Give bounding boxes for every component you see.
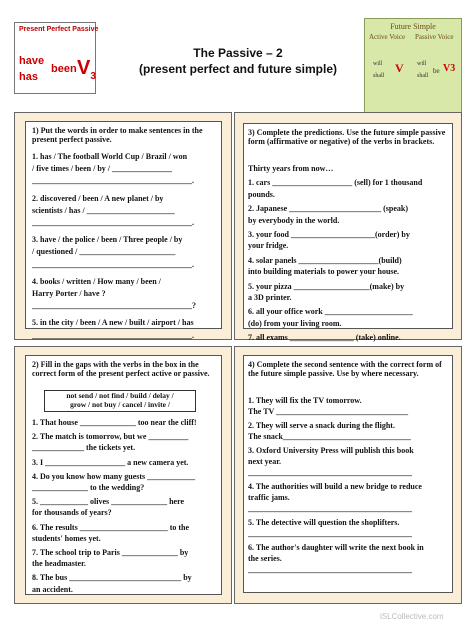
section4-line: The TV _________________________________ [248,407,409,416]
pp-been: been [51,63,77,75]
section3-line: 2. Japanese _______________________ (speak) [248,204,409,214]
section1-line: / questioned / ________________________ [32,247,176,257]
section4-line: 4. The authorities will build a new bridge to reduce [248,482,422,491]
footer-watermark: iSLCollective.com [380,612,444,621]
verb-box [44,390,196,412]
section2-line: 8. The bus ____________________________ by [32,573,192,583]
section2-line: 5. ____________ olives ______________ here [32,497,185,507]
page-subtitle: (present perfect and future simple) [138,62,338,76]
fs-v3: V3 [443,63,456,74]
section2-line: _____________ the tickets yet. [32,443,136,453]
section3-line: (do) from your living room. [248,318,342,328]
section4-line: 2. They will serve a snack during the flight. [248,421,395,430]
fs-active-label: Active Voice [369,33,406,41]
section1-line: / five times / been / by / _______________ [32,164,172,174]
section4-line: _________________________________________ [248,504,412,513]
verb-box-line1: not send / not find / build / delay / [66,391,174,400]
section1-line: ________________________________________. [32,330,194,340]
section3-inner [243,123,453,343]
present-perfect-passive-box [14,22,99,94]
section1-inner [25,121,222,340]
section1-line: ________________________________________? [32,301,196,311]
fs-title: Future Simple [390,22,436,31]
section4-line: _________________________________________ [248,565,412,574]
section2-line: ______________ to the wedding? [32,483,145,492]
pp-box-title: Present Perfect Passive [19,26,99,33]
section2-line: an accident. [32,584,73,594]
section3-heading: 3) Complete the predictions. Use the future simple passive form (affirmative or negative) of the verbs in brackets. [248,128,446,146]
section1-line: 1. has / The football World Cup / Brazil / won [32,152,188,161]
section2-line: the headmaster. [32,559,86,569]
section2-line: 4. Do you know how many guests ____________ [32,471,196,481]
section3-panel [234,112,462,343]
section4-line: _________________________________________ [248,468,412,477]
section3-line: 4. solar panels ____________________(build) [248,255,402,265]
pp-v3 [77,57,96,82]
section3-line: 5. your pizza ___________________(make) by [248,281,405,291]
section2-line: 3. I ____________________ a new camera yet. [32,457,189,467]
section4-line: The snack________________________________ [248,432,411,441]
fs-be: be [433,67,440,75]
section4-heading: 4) Complete the second sentence with the correct form of the future simple passive. Use by where necessary. [248,360,442,378]
fs-v-active: V [395,61,404,75]
fs-shall-passive: shall [417,73,429,79]
section2-line: 7. The school trip to Paris ______________ by [32,548,189,557]
section3-line: by everybody in the world. [248,215,340,225]
section1-line: 3. have / the police / been / Three people / by [32,235,183,245]
fs-shall-active: shall [373,73,385,79]
verb-box-line2: grow / not buy / cancel / invite / [70,400,170,409]
section1-line: Harry Porter / have ? [32,289,106,298]
fs-passive-label: Passive Voice [415,33,454,41]
section3-line: 6. all your office work ______________________ [248,307,413,317]
section3-line: 7. all exams ________________ (take) online. [248,333,401,343]
section2-line: for thousands of years? [32,508,112,518]
page-title: The Passive – 2 [193,46,283,60]
section4-line: next year. [248,457,282,466]
section4-line: traffic jams. [248,493,290,502]
section4-line: _________________________________________ [248,529,412,538]
pp-has: has [19,71,38,83]
section1-line: 4. books / written / How many / been / [32,276,161,286]
section4-line: 5. The detective will question the shoplifters. [248,518,400,527]
section4-panel [234,346,462,604]
section1-line: 5. in the city / been / A new / built / airport / has [32,318,194,328]
section1-line: 2. discovered / been / A new planet / by [32,193,164,203]
section2-heading: 2) Fill in the gaps with the verbs in the box in the correct form of the present perfect active or passive. [32,360,210,378]
fs-will-passive: will [417,61,427,67]
section3-line: a 3D printer. [248,293,292,302]
section1-line: ________________________________________. [32,176,194,186]
section3-line: 3. your food _____________________(order) by [248,230,410,239]
section2-line: 6. The results ______________________ to the [32,522,190,532]
section4-line: 6. The author's daughter will write the next book in [248,543,424,552]
section3-line: Thirty years from now… [248,164,334,173]
section3-line: your fridge. [248,241,289,251]
section3-line: pounds. [248,189,275,199]
section3-line: 1. cars ____________________ (sell) for 1 thousand [248,178,423,188]
pp-have: have [19,55,45,67]
section2-line: students' homes yet. [32,533,101,543]
section3-line: into building materials to power your house. [248,267,400,277]
section4-line: 3. Oxford University Press will publish this book [248,446,414,455]
section1-line: ________________________________________. [32,218,194,227]
section2-panel [14,346,232,604]
pp-v: V [77,57,91,79]
section2-line: 2. The match is tomorrow, but we __________ [32,432,189,442]
section1-panel [14,112,232,340]
section4-line: the series. [248,554,282,563]
section4-line: 1. They will fix the TV tomorrow. [248,396,362,405]
section2-line: 1. That house ______________ too near the cliff! [32,418,197,427]
pp-sub: 3 [90,71,96,82]
section2-inner [25,355,222,595]
section1-line: ________________________________________. [32,259,194,269]
section1-line: scientists / has / ______________________ [32,205,175,215]
section1-heading: 1) Put the words in order to make sentences in the present perfect passive. [32,126,203,144]
section4-inner [243,355,453,593]
fs-will-active: will [373,61,383,67]
future-simple-box [364,18,462,118]
